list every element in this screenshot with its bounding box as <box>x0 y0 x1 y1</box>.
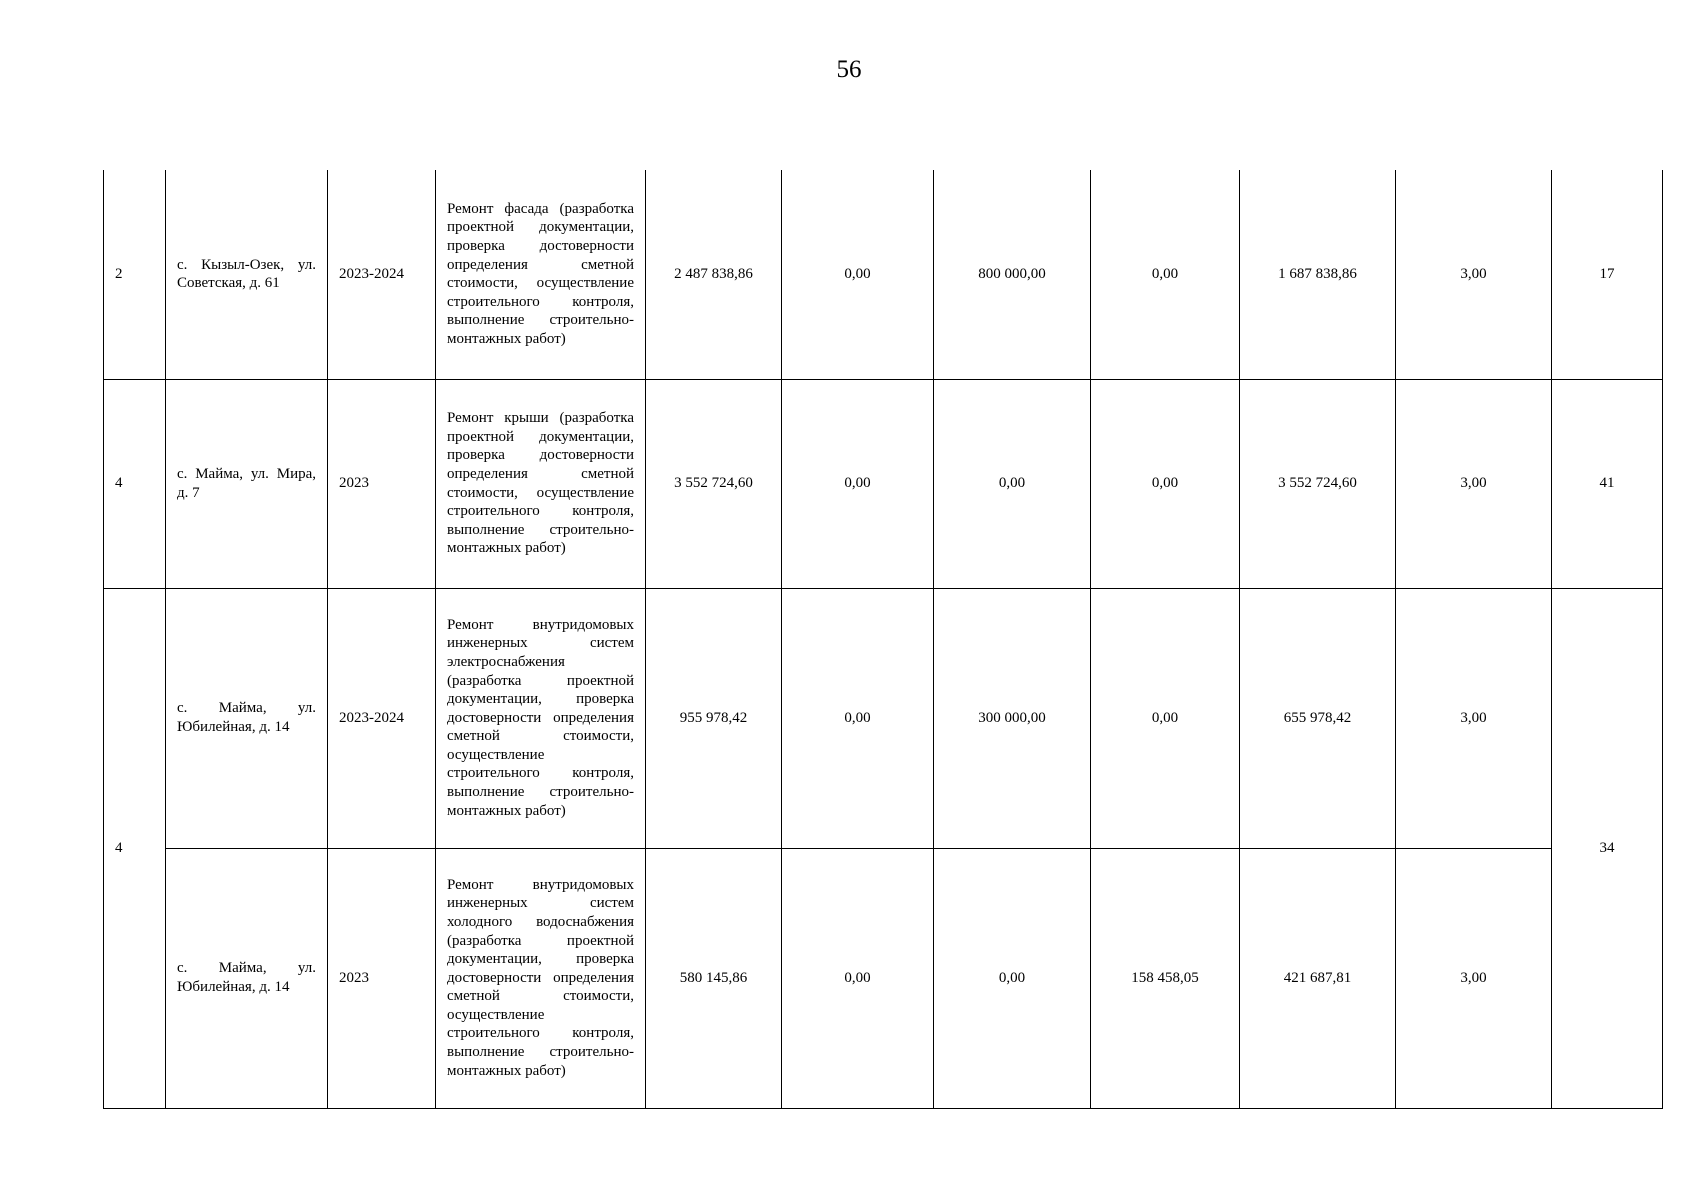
work-description-cell: Ремонт внутридомовых инженерных систем электроснабжения (разработка проектной документации, проверка достоверности определения сметной стоимости, осуществление строительного контроля, выполнение строительно-монтажных работ) <box>436 588 646 848</box>
address-cell: с. Майма, ул. Юбилейная, д. 14 <box>166 588 328 848</box>
work-description-cell: Ремонт внутридомовых инженерных систем холодного водоснабжения (разработка проектной документации, проверка достоверности определения сметной стоимости, осуществление строительного контроля, выполнение строительно-монтажных работ) <box>436 848 646 1108</box>
value-cell: 421 687,81 <box>1240 848 1396 1108</box>
value-cell: 3,00 <box>1396 588 1552 848</box>
value-cell: 1 687 838,86 <box>1240 170 1396 379</box>
value-cell: 0,00 <box>782 588 934 848</box>
value-cell: 300 000,00 <box>934 588 1091 848</box>
table-row <box>104 588 1663 848</box>
table-row <box>104 848 1663 1108</box>
total-cost-cell: 3 552 724,60 <box>646 379 782 588</box>
total-cost-cell: 580 145,86 <box>646 848 782 1108</box>
value-cell: 0,00 <box>782 379 934 588</box>
years-cell: 2023-2024 <box>328 588 436 848</box>
total-cost-cell: 2 487 838,86 <box>646 170 782 379</box>
value-cell: 0,00 <box>1091 588 1240 848</box>
work-description-cell: Ремонт крыши (разработка проектной документации, проверка достоверности определения сметной стоимости, осуществление строительного контроля, выполнение строительно-монтажных работ) <box>436 379 646 588</box>
years-cell: 2023 <box>328 848 436 1108</box>
value-cell: 0,00 <box>782 848 934 1108</box>
total-cost-cell: 955 978,42 <box>646 588 782 848</box>
years-cell: 2023 <box>328 379 436 588</box>
work-description-cell: Ремонт фасада (разработка проектной документации, проверка достоверности определения сметной стоимости, осуществление строительного контроля, выполнение строительно-монтажных работ) <box>436 170 646 379</box>
address-cell: с. Майма, ул. Мира, д. 7 <box>166 379 328 588</box>
repair-table <box>103 170 1663 1109</box>
value-cell: 0,00 <box>1091 170 1240 379</box>
value-cell: 3 552 724,60 <box>1240 379 1396 588</box>
address-cell: с. Кызыл-Озек, ул. Советская, д. 61 <box>166 170 328 379</box>
value-cell: 17 <box>1552 170 1663 379</box>
value-cell: 0,00 <box>934 379 1091 588</box>
table-row <box>104 170 1663 379</box>
value-cell: 0,00 <box>1091 379 1240 588</box>
value-cell: 41 <box>1552 379 1663 588</box>
years-cell: 2023-2024 <box>328 170 436 379</box>
row-index: 4 <box>104 588 166 1108</box>
value-cell: 34 <box>1552 588 1663 1108</box>
address-cell: с. Майма, ул. Юбилейная, д. 14 <box>166 848 328 1108</box>
value-cell: 3,00 <box>1396 379 1552 588</box>
row-index: 4 <box>104 379 166 588</box>
value-cell: 800 000,00 <box>934 170 1091 379</box>
value-cell: 655 978,42 <box>1240 588 1396 848</box>
row-index: 2 <box>104 170 166 379</box>
page-number: 56 <box>836 56 862 83</box>
value-cell: 3,00 <box>1396 170 1552 379</box>
value-cell: 0,00 <box>782 170 934 379</box>
value-cell: 0,00 <box>934 848 1091 1108</box>
value-cell: 3,00 <box>1396 848 1552 1108</box>
table-row <box>104 379 1663 588</box>
value-cell: 158 458,05 <box>1091 848 1240 1108</box>
